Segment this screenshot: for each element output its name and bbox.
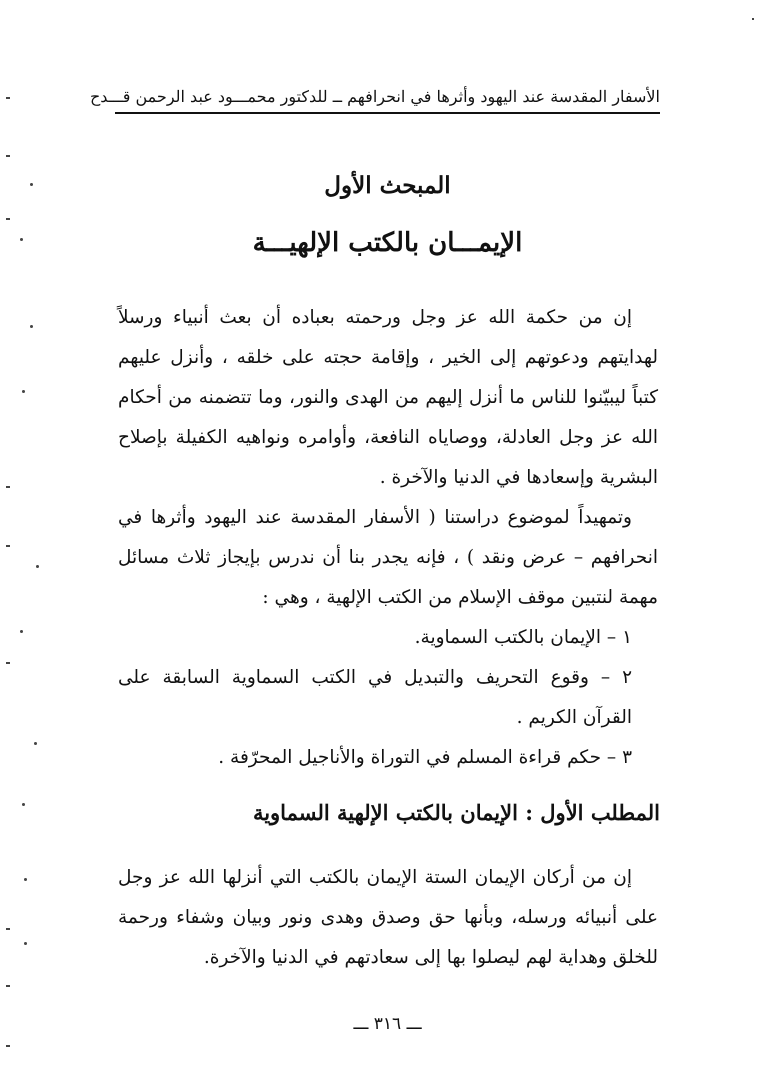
scan-dot [6, 97, 10, 99]
scan-dot [20, 630, 23, 633]
intro-paragraph-block [118, 298, 658, 498]
list-item: ٢ – وقوع التحريف والتبديل في الكتب السماوية السابقة على القرآن الكريم . [118, 667, 632, 728]
scan-dot [6, 155, 10, 157]
subsection-title: المطلب الأول : الإيمان بالكتب الإلهية السماوية [252, 800, 660, 825]
scan-dot [6, 662, 10, 664]
scan-dot [6, 218, 10, 220]
scan-dot [22, 803, 25, 806]
scan-dot [30, 325, 33, 328]
scan-dot [6, 928, 10, 930]
section-title: المبحث الأول [324, 172, 451, 199]
scan-dot [6, 1045, 10, 1047]
scan-dot [22, 390, 25, 393]
scan-dot [24, 878, 27, 881]
list-item: ٣ – حكم قراءة المسلم في التوراة والأناجيل المحرّفة . [218, 747, 632, 768]
list-item: ١ – الإيمان بالكتب السماوية. [414, 627, 632, 648]
intro-paragraph: إن من حكمة الله عز وجل ورحمته بعباده أن بعث أنبياء ورسلاً لهدايتهم ودعوتهم إلى الخير ، وإقامة حجته على خلقه ، وأنزل عليهم كتباً ليبيّنوا للناس ما أنزل إليهم من الهدى والنور، وما تتضمنه من أحكام الله عز وجل العادلة، ووصاياه النافعة، وأوامره ونواهيه الكفيلة بإصلاح البشرية وإسعادها في الدنيا والآخرة . [118, 307, 658, 488]
running-header: الأسفار المقدسة عند اليهود وأثرها في انحرافهم ــ للدكتور محمـــود عبد الرحمن قـــدح [89, 87, 660, 106]
scan-dot [24, 942, 27, 945]
section-subtitle: الإيمـــان بالكتب الإلهيـــة [252, 228, 523, 258]
pillars-paragraph: إن من أركان الإيمان الستة الإيمان بالكتب التي أنزلها الله عز وجل على أنبيائه ورسله، وبأنها حق وصدق وهدى ونور وبيان وشفاء ورحمة للخلق وهداية لهم ليصلوا بها إلى سعادتهم في الدنيا والآخرة. [118, 867, 658, 968]
scan-dot [6, 545, 10, 547]
scan-dot [752, 18, 754, 20]
page-number: ـــ ٣١٦ ـــ [353, 1014, 422, 1034]
pillars-block [118, 858, 658, 978]
preface-block [118, 498, 658, 778]
scan-dot [30, 183, 33, 186]
scan-dot [20, 238, 23, 241]
scan-dot [6, 486, 10, 488]
preface-paragraph: وتمهيداً لموضوع دراستنا ( الأسفار المقدسة عند اليهود وأثرها في انحرافهم – عرض ونقد ) ، فإنه يجدر بنا أن ندرس بإيجاز ثلاث مسائل مهمة لنتبين موقف الإسلام من الكتب الإلهية ، وهي : [118, 507, 658, 608]
scan-dot [36, 565, 39, 568]
scan-dot [6, 985, 10, 987]
scan-dot [34, 742, 37, 745]
header-rule [115, 112, 660, 114]
